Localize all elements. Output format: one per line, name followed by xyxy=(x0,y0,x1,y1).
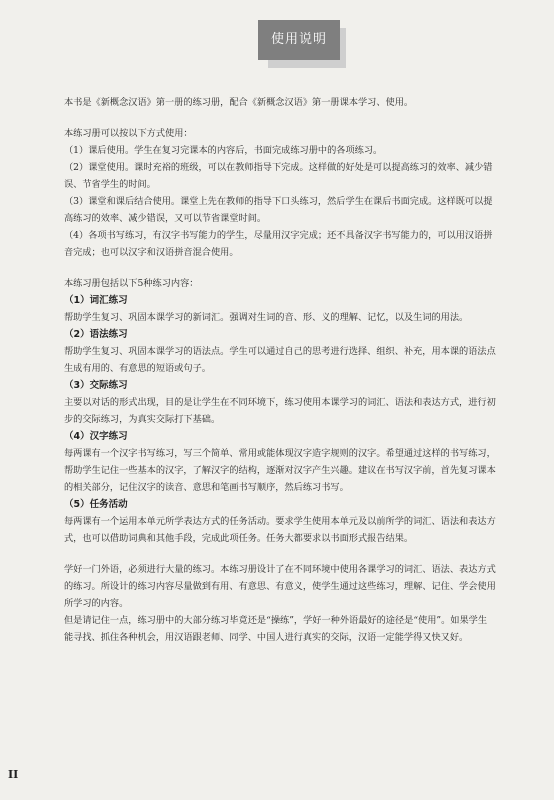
usage-item: （3）课堂和课后结合使用。课堂上先在教师的指导下口头练习，然后学生在课后书面完成。这样既可以提高练习的效率、减少错误，又可以节省课堂时间。 xyxy=(64,196,493,224)
content-lead: 本练习册包括以下5种练习内容： xyxy=(64,278,199,289)
closing-paragraph: 学好一门外语，必须进行大量的练习。本练习册设计了在不同环境中使用各课学习的词汇、语法、表达方式的练习。所设计的练习内容尽量做到有用、有意思、有意义，使学生通过这些练习，理解、记住、学会使用所学习的内容。 xyxy=(64,564,496,609)
section-text: 每两课有一个汉字书写练习，写三个简单、常用或能体现汉字造字规则的汉字。希望通过这样的书写练习，帮助学生记住一些基本的汉字，了解汉字的结构，逐渐对汉字产生兴趣。建议在书写汉字前，首先复习课本的相关部分，记住汉字的读音、意思和笔画书写顺序，然后练习书写。 xyxy=(64,448,496,493)
page-title: 使用说明 xyxy=(258,20,340,60)
page-number: II xyxy=(8,768,19,781)
usage-item: （4）各项书写练习，有汉字书写能力的学生，尽量用汉字完成；还不具备汉字书写能力的，可以用汉语拼音完成；也可以汉字和汉语拼音混合使用。 xyxy=(64,230,493,258)
section-text: 帮助学生复习、巩固本课学习的语法点。学生可以通过自己的思考进行选择、组织、补充，用本课的语法点生成有用的、有意思的短语或句子。 xyxy=(64,346,496,374)
usage-item: （1）课后使用。学生在复习完课本的内容后，书面完成练习册中的各项练习。 xyxy=(64,145,383,156)
section-text: 主要以对话的形式出现，目的是让学生在不同环境下，练习使用本课学习的词汇、语法和表达方式，进行初步的交际练习，为真实交际打下基础。 xyxy=(64,397,496,425)
section-heading: （2）语法练习 xyxy=(64,329,128,340)
section-text: 帮助学生复习、巩固本课学习的新词汇。强调对生词的音、形、义的理解、记忆，以及生词的用法。 xyxy=(64,312,469,323)
section-heading: （5）任务活动 xyxy=(64,499,128,510)
intro-paragraph: 本书是《新概念汉语》第一册的练习册，配合《新概念汉语》第一册课本学习、使用。 xyxy=(64,97,414,108)
usage-item: （2）课堂使用。课时充裕的班级，可以在教师指导下完成。这样做的好处是可以提高练习的效率、减少错误、节省学生的时间。 xyxy=(64,162,493,190)
title-block xyxy=(258,20,350,68)
usage-lead: 本练习册可以按以下方式使用： xyxy=(64,128,193,139)
body-text xyxy=(64,94,496,646)
section-heading: （3）交际练习 xyxy=(64,380,128,391)
closing-paragraph: 但是请记住一点，练习册中的大部分练习毕竟还是“操练”，学好一种外语最好的途径是“使用”。如果学生能寻找、抓住各种机会，用汉语跟老师、同学、中国人进行真实的交际，汉语一定能学得又快又好。 xyxy=(64,615,488,643)
section-heading: （1）词汇练习 xyxy=(64,295,128,306)
section-heading: （4）汉字练习 xyxy=(64,431,128,442)
section-text: 每两课有一个运用本单元所学表达方式的任务活动。要求学生使用本单元及以前所学的词汇、语法和表达方式，也可以借助词典和其他手段，完成此项任务。任务大都要求以书面形式报告结果。 xyxy=(64,516,496,544)
